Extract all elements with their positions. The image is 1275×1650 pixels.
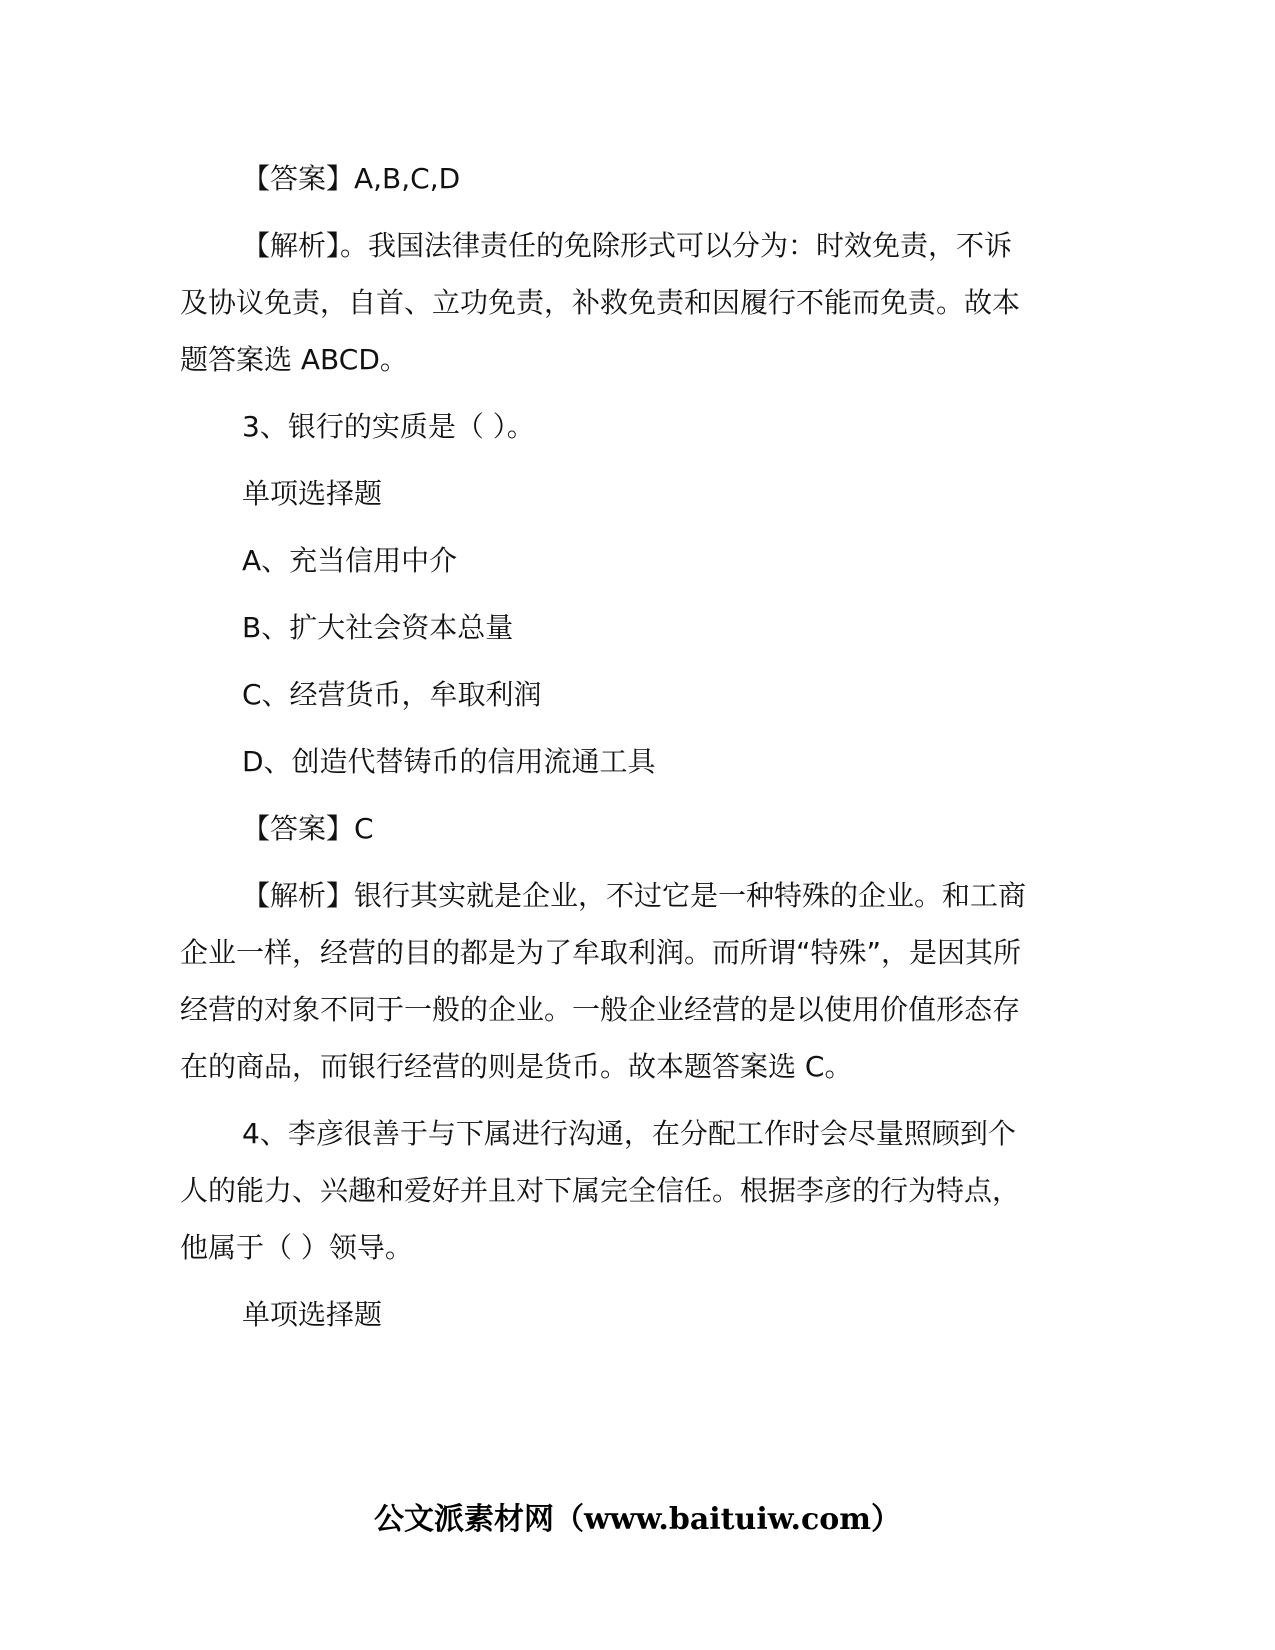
explanation-q2: 【解析】。我国法律责任的免除形式可以分为：时效免责，不诉及协议免责，自首、立功免责，补救免责和因履行不能而免责。故本题答案选 ABCD。 [180,229,1021,376]
answer-line-q2: 【答案】A,B,C,D [242,162,461,195]
page-footer: 公文派素材网（www.baituiw.com） [373,1502,902,1537]
option-d-q3: D、创造代替铸币的信用流通工具 [242,745,656,778]
option-a-q3: A、充当信用中介 [242,544,458,577]
option-b-q3: B、扩大社会资本总量 [242,611,514,644]
document-body [180,150,1035,1353]
question-4: 4、李彦很善于与下属进行沟通，在分配工作时会尽量照顾到个人的能力、兴趣和爱好并且对下属完全信任。根据李彦的行为特点，他属于（ ）领导。 [180,1117,1021,1264]
question-type-q3: 单项选择题 [242,477,383,510]
answer-line-q3: 【答案】C [242,812,374,845]
question-type-q4: 单项选择题 [242,1298,383,1331]
explanation-q3: 【解析】银行其实就是企业，不过它是一种特殊的企业。和工商企业一样，经营的目的都是为了牟取利润。而所谓“特殊”，是因其所经营的对象不同于一般的企业。一般企业经营的是以使用价值形态存在的商品，而银行经营的则是货币。故本题答案选 C。 [180,879,1027,1083]
option-c-q3: C、经营货币，牟取利润 [242,678,542,711]
question-3: 3、银行的实质是（ ）。 [242,410,535,443]
